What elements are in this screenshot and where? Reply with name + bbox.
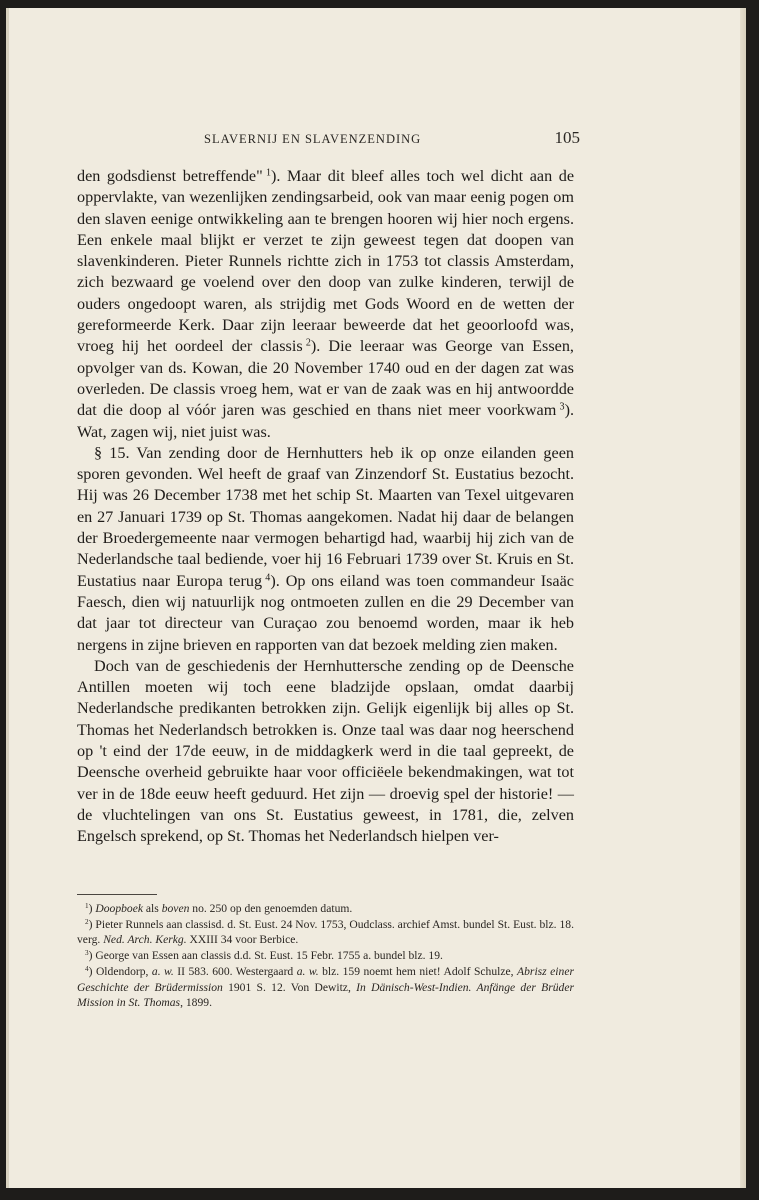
footnotes [77,901,574,1011]
footnote-mark: 2 [85,917,89,926]
footnote-mark: 3 [85,949,89,958]
page-edge [6,8,9,1188]
footnote-2: $^2$) Pieter Runnels aan classisd. d. St. Eust. 24 Nov. 1753, Oudclass. archief Amst. bundel St. Eust. blz. 18. verg. Ned. Arch. Kerkg. XXIII 34 voor Berbice. [77,917,574,947]
footnote-4: $^4$) Oldendorp, a. w. II 583. 600. Westergaard a. w. blz. 159 noemt hem niet! Adolf Schulze, Abrisz einer Geschichte der Brüdermission 1901 S. 12. Von Dewitz, In Dänisch-West-Indien. Anfänge der Brüder Mission in St. Thomas, 1899. [77,964,574,1010]
page-number: 105 [554,128,580,147]
footnote-3: $^3$) George van Essen aan classis d.d. St. Eust. 15 Febr. 1755 a. bundel blz. 19. [85,949,443,963]
footnote-rule [77,894,157,895]
book-page [6,8,746,1188]
footnote-ref: 2 [305,337,311,349]
footnote-ref: 3 [559,401,565,413]
body-text [77,166,574,848]
footnote-mark: 1 [85,902,89,911]
paragraph-1: den godsdienst betreffende" $^1$). Maar dit bleef alles toch wel dicht aan de oppervlakte, van wezenlijken zendingsarbeid, ook van maar eenig pogen om den slaven eenige ontwikkeling aan te brengen hooren wij hier noch ergens. Een enkele maal blijkt er verzet te zijn geweest tegen dat doopen van slavenkinderen. Pieter Runnels richtte zich in 1753 tot classis Amsterdam, zich bezwaard ge voelend over den doop van zulke kinderen, terwijl de ouders ongedoopt waren, als strijdig met Gods Woord en de wetten der gereformeerde Kerk. Daar zijn leeraar beweerde dat het geoorloofd was, vroeg hij het oordeel der classis $^2$). Die leeraar was George van Essen, opvolger van ds. Kowan, die 20 November 1740 oud en der dagen zat was overleden. De classis vroeg hem, wat er van de zaak was en hij antwoordde dat die doop al vóór jaren was geschied en thans niet meer voorkwam $^3$). Wat, zagen wij, niet juist was. [77,167,575,441]
page-header [204,128,580,148]
footnote-ref: 4 [265,572,271,584]
paragraph-2: § 15. Van zending door de Hernhutters heb ik op onze eilanden geen sporen gevonden. Wel heeft de graaf van Zinzendorf St. Eustatius bezocht. Hij was 26 December 1738 met het schip St. Maarten van Texel uitgevaren en 27 Januari 1739 op St. Thomas aangekomen. Nadat hij daar de belangen der Broedergemeente naar vermogen behartigd had, waarbij hij zich van de Nederlandsche taal bediende, voer hij 16 Februari 1739 over St. Kruis en St. Eustatius naar Europa terug $^4$). Op ons eiland was toen commandeur Isaäc Faesch, dien wij natuurlijk nog ontmoeten zullen en die 29 December van dat jaar tot directeur van Curaçao zou benoemd worden, maar ik heb nergens in zijne brieven en rapporten van dat bezoek melding zien maken. [77,443,574,654]
paragraph-3: Doch van de geschiedenis der Hernhuttersche zending op de Deensche Antillen moeten wij toch eene bladzijde opslaan, omdat daarbij Nederlandsche predikanten betrokken zijn. Gelijk eigenlijk bij alles op St. Thomas het Nederlandsch betrokken is. Onze taal was daar nog heerschend op 't eind der 17de eeuw, in de middagkerk werd in die taal gepreekt, de Deensche overheid gebruikte haar voor officiëele bekendmakingen, wat tot ver in de 18de eeuw heeft geduurd. Het zijn — droevig spel der historie! — de vluchtelingen van ons St. Eustatius geweest, in 1781, die, zelven Engelsch sprekend, op St. Thomas het Nederlandsch hielpen ver- [77,656,574,846]
running-head: SLAVERNIJ EN SLAVENZENDING [204,132,422,146]
footnote-1: $^1$) Doopboek als boven no. 250 op den genoemden datum. [85,902,353,915]
footnote-mark: 4 [85,964,89,973]
footnote-ref: 1 [265,167,271,179]
